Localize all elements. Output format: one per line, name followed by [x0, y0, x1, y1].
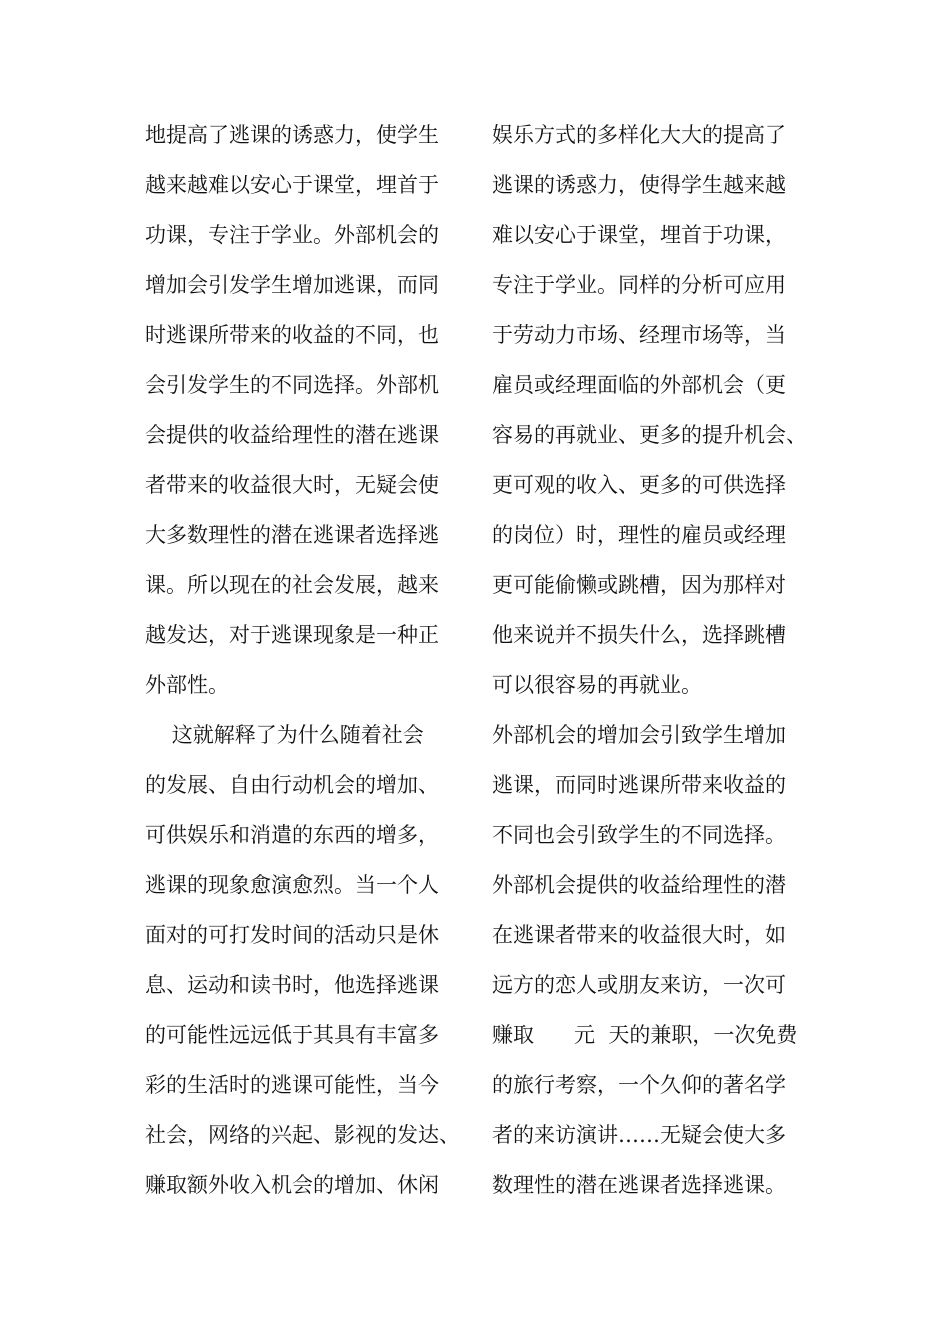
text-line: 者的来访演讲……无疑会使大多	[492, 1123, 786, 1147]
text-line: 社会，网络的兴起、影视的发达、	[145, 1123, 460, 1147]
text-line: 课。所以现在的社会发展，越来	[145, 573, 439, 597]
text-line: 者带来的收益很大时，无疑会使	[145, 473, 439, 497]
text-line: 的旅行考察，一个久仰的著名学	[492, 1073, 786, 1097]
text-line: 会引发学生的不同选择。外部机	[145, 373, 439, 397]
text-line: 息、运动和读书时，他选择逃课	[145, 973, 439, 997]
text-line: 外部性。	[145, 673, 229, 697]
text-line: 在逃课者带来的收益很大时，如	[492, 923, 786, 947]
text-line: 可供娱乐和消遣的东西的增多，	[145, 823, 439, 847]
text-line: 这就解释了为什么随着社会	[145, 723, 424, 747]
text-line: 难以安心于课堂，埋首于功课，	[492, 223, 786, 247]
text-line: 专注于学业。同样的分析可应用	[492, 273, 786, 297]
text-line: 逃课的诱惑力，使得学生越来越	[492, 173, 786, 197]
text-line: 更可能偷懒或跳槽，因为那样对	[492, 573, 786, 597]
text-line: 更可观的收入、更多的可供选择	[492, 473, 786, 497]
text-line: 越来越难以安心于课堂，埋首于	[145, 173, 439, 197]
text-line: 逃课的现象愈演愈烈。当一个人	[145, 873, 439, 897]
text-line: 数理性的潜在逃课者选择逃课。	[492, 1173, 786, 1197]
text-column-left	[145, 110, 465, 1210]
text-line: 增加会引发学生增加逃课，而同	[145, 273, 439, 297]
text-line: 会提供的收益给理性的潜在逃课	[145, 423, 439, 447]
text-line: 于劳动力市场、经理市场等，当	[492, 323, 786, 347]
text-line: 逃课，而同时逃课所带来收益的	[492, 773, 786, 797]
text-line: 越发达，对于逃课现象是一种正	[145, 623, 439, 647]
text-line: 的可能性远远低于其具有丰富多	[145, 1023, 439, 1047]
text-line: 娱乐方式的多样化大大的提高了	[492, 123, 786, 147]
text-line: 他来说并不损失什么，选择跳槽	[492, 623, 786, 647]
text-line: 的岗位）时，理性的雇员或经理	[492, 523, 786, 547]
text-line: 地提高了逃课的诱惑力，使学生	[145, 123, 439, 147]
text-line: 雇员或经理面临的外部机会（更	[492, 373, 786, 397]
text-line: 功课，专注于学业。外部机会的	[145, 223, 439, 247]
text-line: 赚取额外收入机会的增加、休闲	[145, 1173, 439, 1197]
text-line: 容易的再就业、更多的提升机会、	[492, 423, 807, 447]
text-line: 面对的可打发时间的活动只是休	[145, 923, 439, 947]
text-line: 彩的生活时的逃课可能性，当今	[145, 1073, 439, 1097]
text-line: 时逃课所带来的收益的不同，也	[145, 323, 439, 347]
text-column-right	[492, 110, 812, 1210]
text-line: 大多数理性的潜在逃课者选择逃	[145, 523, 439, 547]
text-line: 不同也会引致学生的不同选择。	[492, 823, 786, 847]
text-line: 远方的恋人或朋友来访，一次可	[492, 973, 786, 997]
text-line: 的发展、自由行动机会的增加、	[145, 773, 439, 797]
text-line: 外部机会的增加会引致学生增加	[492, 723, 786, 747]
text-line: 赚取 元 天的兼职，一次免费	[492, 1023, 798, 1047]
text-line: 可以很容易的再就业。	[492, 673, 702, 697]
text-line: 外部机会提供的收益给理性的潜	[492, 873, 786, 897]
